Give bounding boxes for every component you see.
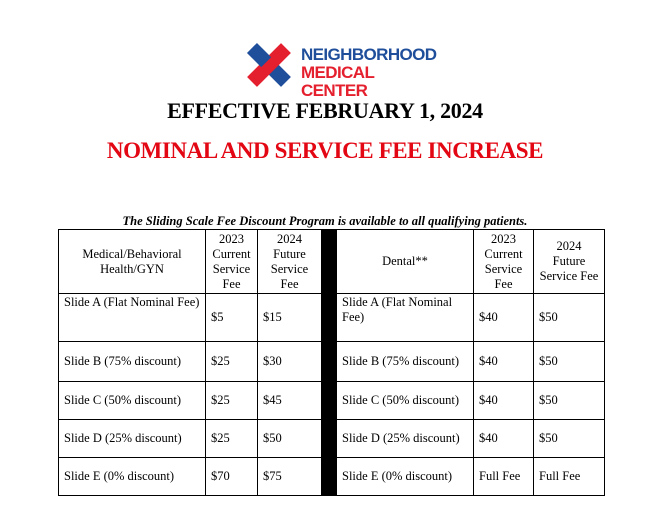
dental-future-fee: $50	[534, 382, 605, 420]
medical-future-fee: $30	[258, 342, 322, 382]
medical-slide-label: Slide B (75% discount)	[59, 342, 206, 382]
dental-slide-label: Slide D (25% discount)	[337, 420, 474, 458]
logo-wordmark	[301, 46, 436, 100]
dental-slide-label: Slide A (Flat Nominal Fee)	[337, 294, 474, 342]
dental-current-header: 2023 Current Service Fee	[474, 230, 534, 294]
medical-slide-label: Slide C (50% discount)	[59, 382, 206, 420]
medical-current-fee: $25	[206, 382, 258, 420]
dental-future-fee: Full Fee	[534, 458, 605, 496]
medical-header: Medical/Behavioral Health/GYN	[59, 230, 206, 294]
dental-future-header: 2024 Future Service Fee	[534, 230, 605, 294]
dental-current-fee: $40	[474, 420, 534, 458]
medical-future-header: 2024 Future Service Fee	[258, 230, 322, 294]
medical-current-fee: $5	[206, 294, 258, 342]
column-divider	[322, 230, 337, 496]
medical-current-header: 2023 Current Service Fee	[206, 230, 258, 294]
effective-date-title: EFFECTIVE FEBRUARY 1, 2024	[167, 98, 483, 123]
logo-line-2: MEDICAL CENTER	[301, 63, 374, 100]
dental-current-fee: $40	[474, 342, 534, 382]
dental-slide-label: Slide E (0% discount)	[337, 458, 474, 496]
fee-table	[58, 229, 605, 496]
dental-future-fee: $50	[534, 420, 605, 458]
dental-future-fee: $50	[534, 342, 605, 382]
medical-slide-label: Slide E (0% discount)	[59, 458, 206, 496]
dental-slide-label: Slide B (75% discount)	[337, 342, 474, 382]
medical-future-fee: $15	[258, 294, 322, 342]
dental-slide-label: Slide C (50% discount)	[337, 382, 474, 420]
logo-line-1: NEIGHBORHOOD	[301, 45, 437, 64]
medical-current-fee: $25	[206, 420, 258, 458]
program-note: The Sliding Scale Fee Discount Program is available to all qualifying patients.	[122, 214, 528, 228]
dental-header: Dental**	[337, 230, 474, 294]
fee-increase-headline: NOMINAL AND SERVICE FEE INCREASE	[106, 138, 544, 163]
medical-slide-label: Slide A (Flat Nominal Fee)	[59, 294, 206, 342]
dental-current-fee: $40	[474, 382, 534, 420]
medical-future-fee: $50	[258, 420, 322, 458]
dental-future-fee: $50	[534, 294, 605, 342]
medical-future-fee: $75	[258, 458, 322, 496]
logo	[240, 40, 437, 100]
medical-current-fee: $25	[206, 342, 258, 382]
table-header-row	[59, 230, 605, 294]
medical-slide-label: Slide D (25% discount)	[59, 420, 206, 458]
logo-cross-icon	[240, 40, 298, 90]
medical-current-fee: $70	[206, 458, 258, 496]
dental-current-fee: Full Fee	[474, 458, 534, 496]
medical-future-fee: $45	[258, 382, 322, 420]
dental-current-fee: $40	[474, 294, 534, 342]
